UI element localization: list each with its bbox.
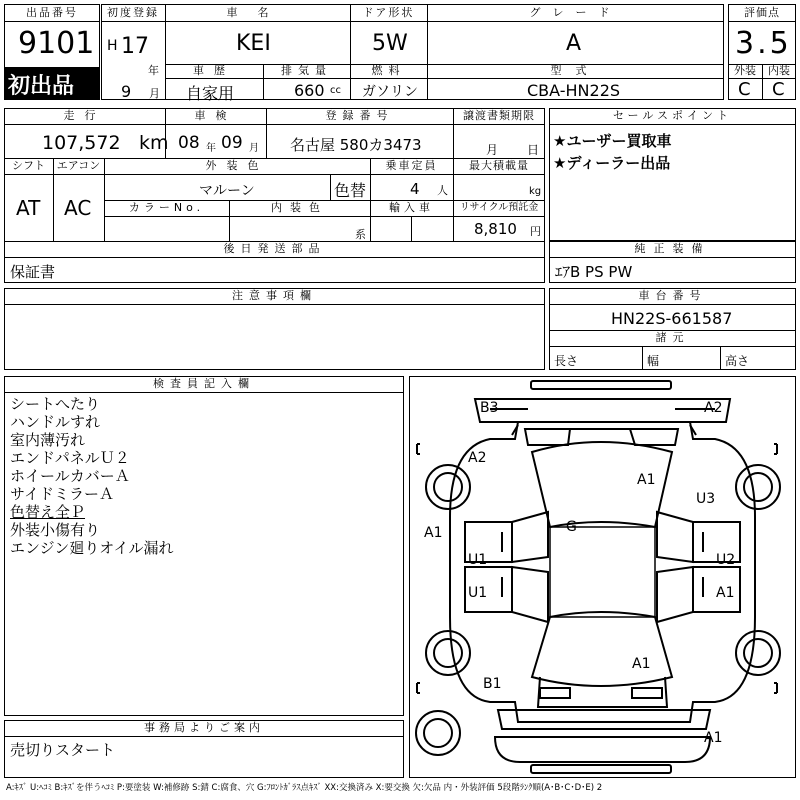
ac: AC <box>64 196 92 220</box>
displacement: 660 <box>294 81 325 100</box>
spec-label: 諸元 <box>655 331 690 344</box>
inspector-line: エンドパネルＵ２ <box>10 449 130 467</box>
damage-mark: U1 <box>468 552 488 568</box>
car-outline-diagram <box>410 377 795 777</box>
import-label: 輸入車 <box>389 201 434 214</box>
capacity: 4 <box>410 180 420 198</box>
spec-length: 長さ <box>554 354 579 368</box>
damage-mark: A1 <box>704 730 723 746</box>
spec-width: 幅 <box>647 354 660 368</box>
legend: A:ｷｽﾞ U:ﾍｺﾐ B:ｷｽﾞを伴うﾍｺﾐ P:要塗装 W:補修跡 S:錆 C:腐食、穴 G:ﾌﾛﾝﾄｶﾞﾗｽ点ｷｽﾞ XX:交換済み X:要交換 欠:欠品 内・外装評価 5段階ﾗﾝｸ順(A･B･C･D･E) 2 <box>6 783 603 793</box>
ext-color-label: 外装色 <box>205 159 269 172</box>
insp-month-unit: 月 <box>249 143 259 154</box>
inspector-line: 外装小傷有り <box>10 521 101 539</box>
mileage-label: 走行 <box>63 109 106 122</box>
insp-year-unit: 年 <box>206 143 216 154</box>
damage-mark: A1 <box>424 525 443 541</box>
interior-label: 内装 <box>768 64 790 77</box>
inspector-line: エンジン廻りオイル漏れ <box>10 539 174 557</box>
inspector-line: シートへたり <box>10 395 101 413</box>
reg-number: 名古屋 580カ3473 <box>290 136 422 154</box>
damage-diagram <box>409 376 796 778</box>
equipment-label: 純正装備 <box>634 242 711 255</box>
displacement-label: 排気量 <box>281 64 332 77</box>
insp-month: 09 <box>221 133 243 153</box>
mileage-unit: km <box>139 132 169 154</box>
door-label: ドア形状 <box>362 6 415 19</box>
history: 自家用 <box>186 84 235 103</box>
inspector-line: 色替え全Ｐ <box>10 503 86 521</box>
recycle-unit: 円 <box>530 225 541 238</box>
damage-mark: A1 <box>716 585 735 601</box>
chassis-label: 車台番号 <box>638 289 707 302</box>
damage-mark: A1 <box>637 472 656 488</box>
transfer-label: 譲渡書類期限 <box>463 109 535 122</box>
inspector-line: 室内薄汚れ <box>10 431 86 449</box>
capacity-unit: 人 <box>437 184 448 197</box>
exterior: C <box>738 79 751 100</box>
first-reg-label: 初度登録 <box>107 6 159 19</box>
int-color-label: 内装色 <box>271 201 328 214</box>
reg-year: 17 <box>121 34 149 59</box>
ac-label: エアコン <box>56 159 101 172</box>
int-color-unit: 系 <box>355 228 366 241</box>
damage-mark: G <box>566 519 577 535</box>
sales-points-box <box>549 108 796 241</box>
era: H <box>107 38 118 54</box>
exterior-label: 外装 <box>734 64 756 77</box>
rating: 3.5 <box>735 26 792 61</box>
max-load-unit: kg <box>529 186 542 197</box>
reg-label: 登録番号 <box>325 109 394 122</box>
damage-mark: U2 <box>716 552 736 568</box>
recycle: 8,810 <box>474 220 517 238</box>
month-unit: 月 <box>149 87 160 100</box>
office-note: 売切りスタート <box>10 741 116 759</box>
mileage: 107,572 <box>42 132 121 154</box>
color-change: 色替 <box>334 181 367 200</box>
capacity-label: 乗車定員 <box>385 159 438 172</box>
car-name: KEI <box>236 31 271 56</box>
shift: AT <box>16 196 41 220</box>
model: CBA-HN22S <box>527 81 621 100</box>
car-name-label: 車名 <box>226 6 289 19</box>
equipment: ｴｱB PS PW <box>555 263 633 281</box>
fuel-label: 燃料 <box>371 64 406 77</box>
history-label: 車歴 <box>193 64 235 77</box>
damage-mark: A2 <box>468 450 487 466</box>
damage-mark: B3 <box>480 400 499 416</box>
grade-label: グレード <box>529 6 622 19</box>
damage-mark: U1 <box>468 585 488 601</box>
sales-item-2: ★ディーラー出品 <box>553 154 671 172</box>
later-parts-label: 後日発送部品 <box>223 242 326 255</box>
later-parts: 保証書 <box>10 263 56 281</box>
displacement-unit: cc <box>330 85 341 96</box>
lot-number: 9101 <box>18 26 95 61</box>
grade: A <box>566 31 582 56</box>
insp-year: 08 <box>178 133 200 153</box>
inspector-label: 検査員記入欄 <box>153 377 255 390</box>
color-no-label: カラーNo. <box>128 201 205 214</box>
inspector-notes <box>10 395 174 557</box>
inspector-line: ハンドルすれ <box>10 413 101 431</box>
damage-mark: A2 <box>704 400 723 416</box>
lot-label: 出品番号 <box>26 6 78 19</box>
damage-mark: A1 <box>632 656 651 672</box>
model-label: 型式 <box>550 64 601 77</box>
reg-month: 9 <box>121 82 132 101</box>
inspector-line: サイドミラーＡ <box>10 485 114 503</box>
transfer-day: 日 <box>527 143 540 157</box>
year-unit: 年 <box>148 64 159 77</box>
door: 5W <box>372 31 408 56</box>
sales-item-1: ★ユーザー買取車 <box>553 132 672 150</box>
inspector-line: ホイールカバーＡ <box>10 467 130 485</box>
chassis-number: HN22S-661587 <box>611 309 733 328</box>
recycle-label: リサイクル預託金 <box>459 202 539 213</box>
sales-label: セールスポイント <box>612 109 732 122</box>
damage-mark: B1 <box>483 676 502 692</box>
interior: C <box>772 79 785 100</box>
ext-color: マルーン <box>199 183 255 199</box>
inspection-label: 車検 <box>194 109 237 122</box>
damage-mark: U3 <box>696 491 716 507</box>
fuel: ガソリン <box>362 84 418 100</box>
spec-height: 高さ <box>725 354 750 368</box>
first-listing-label: 初出品 <box>8 74 75 99</box>
rating-label: 評価点 <box>744 6 780 19</box>
notes-field-label: 注意事項欄 <box>232 289 317 302</box>
max-load-label: 最大積載量 <box>469 159 529 172</box>
office-label: 事務局よりご案内 <box>144 721 264 734</box>
transfer-month: 月 <box>486 143 499 157</box>
shift-label: シフト <box>12 159 45 172</box>
